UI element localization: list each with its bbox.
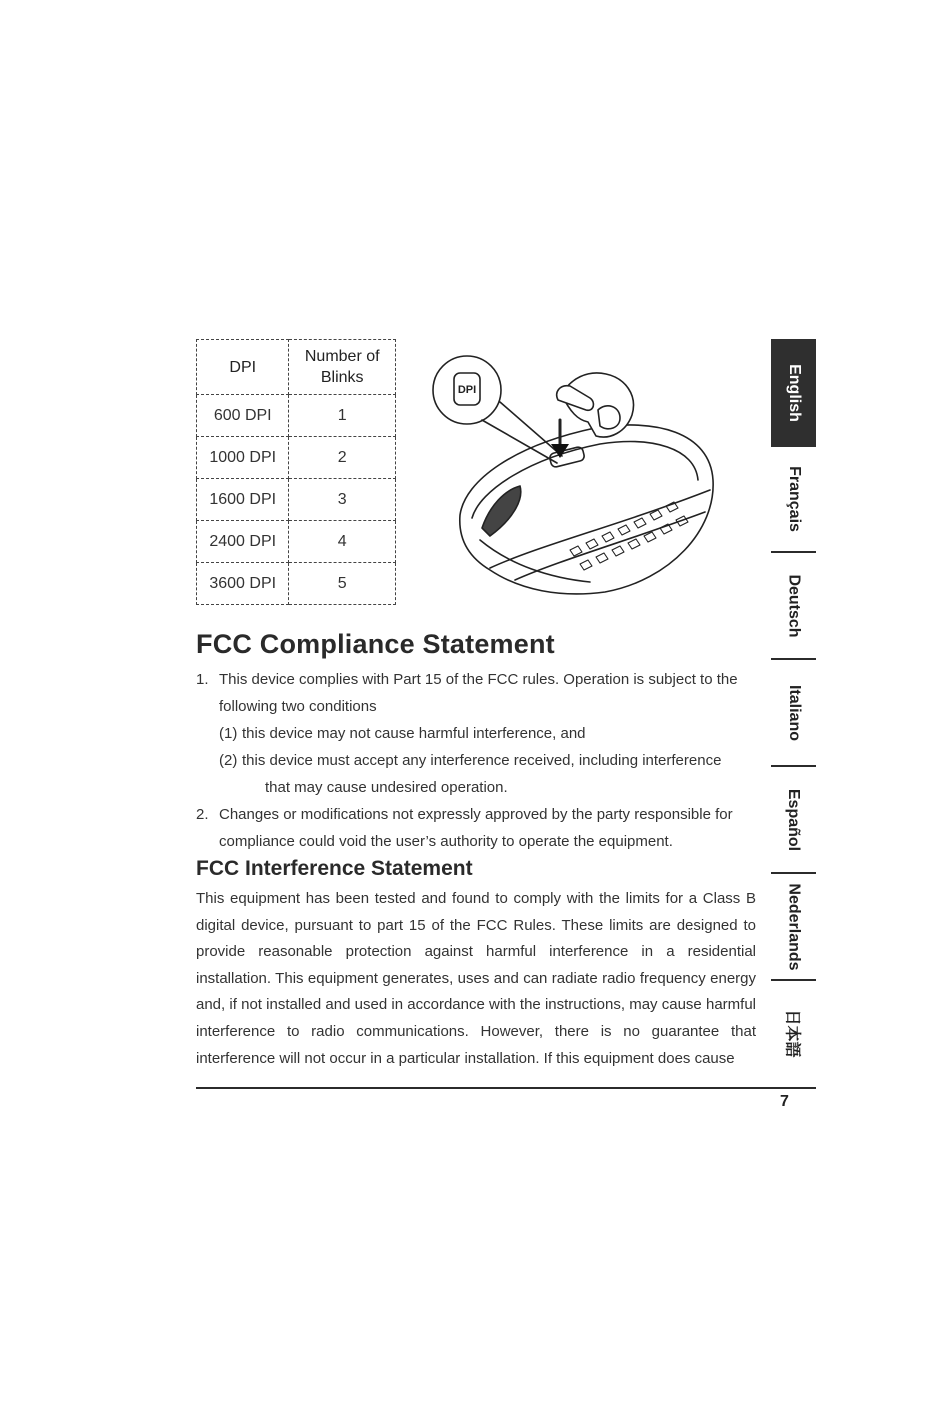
dpi-cell: 2400 DPI <box>197 521 289 563</box>
language-tab-japanese[interactable] <box>771 981 816 1085</box>
list-number: 2. <box>196 806 209 823</box>
dpi-blink-table <box>196 339 396 605</box>
table-row <box>197 563 396 605</box>
table-row <box>197 479 396 521</box>
language-tab-francais[interactable] <box>771 447 816 551</box>
language-label: 日本語 <box>783 1008 801 1058</box>
blinks-column-header: Number of Blinks <box>289 340 396 395</box>
page-number: 7 <box>780 1093 789 1110</box>
language-label: Français <box>785 466 803 532</box>
language-label: Español <box>785 788 803 851</box>
language-tab-nederlands[interactable] <box>771 874 816 979</box>
blinks-cell: 2 <box>289 437 396 479</box>
language-label: Italiano <box>785 684 803 741</box>
sub-list-text: this device may not cause harmful interference, and <box>242 725 586 742</box>
fcc-interference-heading: FCC Interference Statement <box>196 857 473 880</box>
blinks-cell: 5 <box>289 563 396 605</box>
sub-list-text: this device must accept any interference received, including interference <box>242 752 722 769</box>
dpi-button-label: DPI <box>457 384 477 396</box>
dpi-cell: 3600 DPI <box>197 563 289 605</box>
table-header-row <box>197 340 396 395</box>
sub-list-number: (2) <box>219 752 238 769</box>
language-tab-italiano[interactable] <box>771 660 816 765</box>
blinks-cell: 4 <box>289 521 396 563</box>
fcc-compliance-heading: FCC Compliance Statement <box>196 629 555 659</box>
list-text: Changes or modifications not expressly approved by the party responsible for compliance could void the user’s authority to operate the equipment. <box>219 806 733 850</box>
dpi-cell: 600 DPI <box>197 395 289 437</box>
dpi-cell: 1600 DPI <box>197 479 289 521</box>
table-row <box>197 395 396 437</box>
list-text: This device complies with Part 15 of the FCC rules. Operation is subject to the following two conditions <box>219 671 738 715</box>
fcc-compliance-list <box>196 666 761 855</box>
language-label: Nederlands <box>785 882 803 971</box>
language-tab-english[interactable] <box>771 339 816 447</box>
sub-list-item <box>219 747 761 774</box>
table-row <box>197 437 396 479</box>
mouse-dpi-illustration <box>420 340 720 605</box>
language-tab-espanol[interactable] <box>771 767 816 872</box>
list-number: 1. <box>196 671 209 688</box>
interference-paragraph: This equipment has been tested and found to comply with the limits for a Class B digital device, pursuant to part 15 of the FCC Rules. These limits are designed to provide reasonable protection against harmful interference in a residential installation. This equipment generates, uses and can radiate radio frequency energy and, if not installed and used in accordance with the instructions, may cause harmful interference to radio communications. However, there is no guarantee that interference will not occur in a particular installation. If this equipment does cause <box>196 890 756 1067</box>
blinks-cell: 1 <box>289 395 396 437</box>
footer-rule <box>196 1087 816 1089</box>
dpi-cell: 1000 DPI <box>197 437 289 479</box>
sub-list-item <box>219 720 761 747</box>
language-label: Deutsch <box>785 573 803 638</box>
list-item <box>196 666 761 720</box>
table-row <box>197 521 396 563</box>
dpi-column-header: DPI <box>197 340 289 395</box>
sub-list-continuation: that may cause undesired operation. <box>265 779 508 796</box>
language-label: English <box>785 364 803 422</box>
blinks-cell: 3 <box>289 479 396 521</box>
list-item <box>196 801 761 855</box>
sub-list-number: (1) <box>219 725 238 742</box>
language-tab-deutsch[interactable] <box>771 553 816 658</box>
